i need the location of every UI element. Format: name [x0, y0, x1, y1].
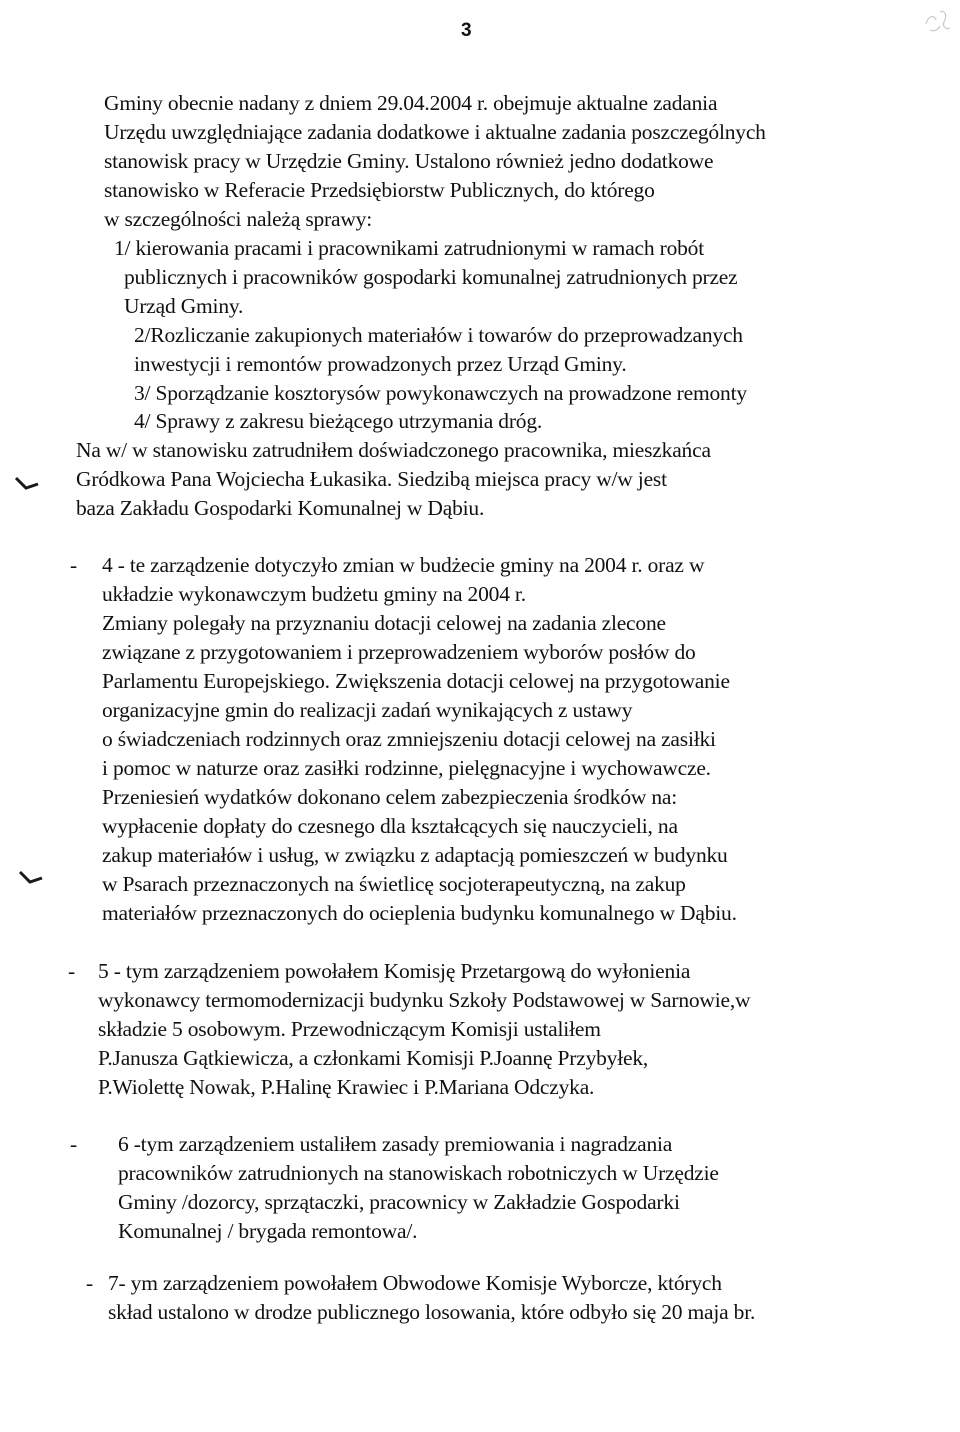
- text-line: 2/Rozliczanie zakupionych materiałów i towarów do przeprowadzanych: [134, 323, 743, 347]
- text-line: 5 - tym zarządzeniem powołałem Komisję Przetargową do wyłonienia: [98, 959, 691, 983]
- text-line: materiałów przeznaczonych do ocieplenia budynku komunalnego w Dąbiu.: [102, 901, 737, 925]
- text-line: Gminy obecnie nadany z dniem 29.04.2004 r. obejmuje aktualne zadania: [104, 91, 718, 115]
- text-line: o świadczeniach rodzinnych oraz zmniejszeniu dotacji celowej na zasiłki: [102, 727, 716, 751]
- margin-mark-icon: [14, 474, 40, 494]
- text-line: stanowisk pracy w Urzędzie Gminy. Ustalono również jedno dodatkowe: [104, 149, 714, 173]
- text-line: Zmiany polegały na przyznaniu dotacji celowej na zadania zlecone: [102, 611, 666, 635]
- text-line: 3/ Sporządzanie kosztorysów powykonawczych na prowadzone remonty: [134, 381, 747, 405]
- text-line: wykonawcy termomodernizacji budynku Szkoły Podstawowej w Sarnowie,w: [98, 988, 751, 1012]
- text-line: inwestycji i remontów prowadzonych przez Urząd Gminy.: [134, 352, 627, 376]
- list-dash: -: [86, 1271, 94, 1295]
- text-line: Na w/ w stanowisku zatrudniłem doświadczonego pracownika, mieszkańca: [76, 438, 711, 462]
- text-line: i pomoc w naturze oraz zasiłki rodzinne, pielęgnacyjne i wychowawcze.: [102, 756, 711, 780]
- text-line: zakup materiałów i usług, w związku z adaptacją pomieszczeń w budynku: [102, 843, 728, 867]
- text-line: związane z przygotowaniem i przeprowadzeniem wyborów posłów do: [102, 640, 696, 664]
- page-number: 3: [461, 20, 472, 41]
- text-line: stanowisko w Referacie Przedsiębiorstw Publicznych, do którego: [104, 178, 655, 202]
- text-line: składzie 5 osobowym. Przewodniczącym Komisji ustaliłem: [98, 1017, 601, 1041]
- text-line: organizacyjne gmin do realizacji zadań wynikających z ustawy: [102, 698, 633, 722]
- text-line: Urzędu uwzględniające zadania dodatkowe i aktualne zadania poszczególnych: [104, 120, 766, 144]
- scan-smudge-icon: [920, 4, 956, 38]
- list-dash: -: [68, 959, 76, 983]
- text-line: Komunalnej / brygada remontowa/.: [118, 1219, 418, 1243]
- text-line: 1/ kierowania pracami i pracownikami zatrudnionymi w ramach robót: [114, 236, 704, 260]
- text-line: Przeniesień wydatków dokonano celem zabezpieczenia środków na:: [102, 785, 678, 809]
- text-line: P.Janusza Gątkiewicza, a członkami Komisji P.Joannę Przybyłek,: [98, 1046, 649, 1070]
- text-line: pracowników zatrudnionych na stanowiskach robotniczych w Urzędzie: [118, 1161, 719, 1185]
- text-line: Gminy /dozorcy, sprzątaczki, pracownicy w Zakładzie Gospodarki: [118, 1190, 680, 1214]
- text-line: Urząd Gminy.: [124, 294, 244, 318]
- text-line: P.Wiolettę Nowak, P.Halinę Krawiec i P.Mariana Odczyka.: [98, 1075, 595, 1099]
- text-line: skład ustalono w drodze publicznego losowania, które odbyło się 20 maja br.: [108, 1300, 756, 1324]
- text-line: Parlamentu Europejskiego. Zwiększenia dotacji celowej na przygotowanie: [102, 669, 730, 693]
- text-line: publicznych i pracowników gospodarki komunalnej zatrudnionych przez: [124, 265, 738, 289]
- list-dash: -: [70, 553, 78, 577]
- text-line: wypłacenie dopłaty do czesnego dla kształcących się nauczycieli, na: [102, 814, 678, 838]
- list-dash: -: [70, 1132, 78, 1156]
- text-line: 4 - te zarządzenie dotyczyło zmian w budżecie gminy na 2004 r. oraz w: [102, 553, 705, 577]
- text-line: 4/ Sprawy z zakresu bieżącego utrzymania dróg.: [134, 409, 543, 433]
- text-line: baza Zakładu Gospodarki Komunalnej w Dąbiu.: [76, 496, 485, 520]
- margin-mark-icon: [18, 868, 44, 888]
- text-line: w szczególności należą sprawy:: [104, 207, 373, 231]
- text-line: układzie wykonawczym budżetu gminy na 2004 r.: [102, 582, 526, 606]
- text-line: Gródkowa Pana Wojciecha Łukasika. Siedzibą miejsca pracy w/w jest: [76, 467, 667, 491]
- text-line: 7- ym zarządzeniem powołałem Obwodowe Komisje Wyborcze, których: [108, 1271, 722, 1295]
- text-line: 6 -tym zarządzeniem ustaliłem zasady premiowania i nagradzania: [118, 1132, 673, 1156]
- text-line: w Psarach przeznaczonych na świetlicę socjoterapeutyczną, na zakup: [102, 872, 686, 896]
